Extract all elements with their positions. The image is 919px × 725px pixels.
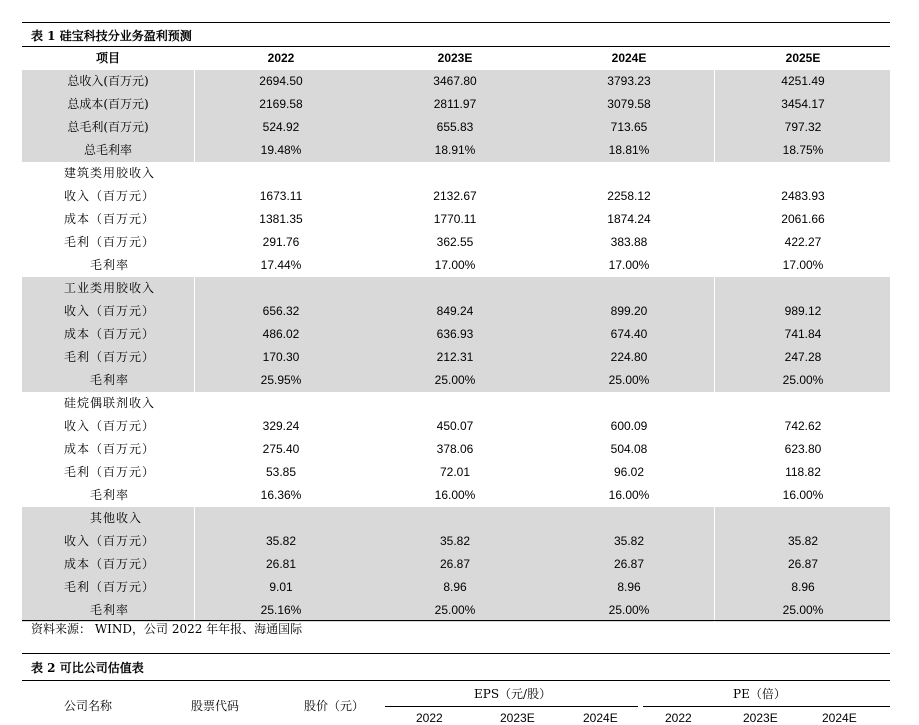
value-cell: 3467.80 <box>433 74 477 88</box>
table2-col-code: 股票代码 <box>191 699 240 713</box>
value-cell: 899.20 <box>610 304 648 318</box>
value-cell: 25.00% <box>608 603 650 617</box>
header-2022: 2022 <box>267 51 295 65</box>
eps-group-rule <box>385 706 638 707</box>
value-cell: 16.00% <box>434 488 476 502</box>
value-cell <box>716 162 890 185</box>
row-label: 工业类用胶收入 <box>64 281 156 295</box>
row-label: 收入（百万元） <box>64 419 156 433</box>
value-cell <box>716 507 890 530</box>
value-cell: 422.27 <box>784 235 822 249</box>
value-cell: 383.88 <box>610 235 648 249</box>
table-row <box>22 70 890 93</box>
table2-col-company: 公司名称 <box>64 699 113 713</box>
value-cell: 17.00% <box>608 258 650 272</box>
value-cell: 1381.35 <box>259 212 303 226</box>
value-cell: 96.02 <box>613 465 645 479</box>
value-cell: 275.40 <box>262 442 300 456</box>
value-cell <box>716 277 890 300</box>
value-cell: 2061.66 <box>781 212 825 226</box>
value-cell: 224.80 <box>610 350 648 364</box>
header-2023e: 2023E <box>437 51 473 65</box>
value-cell: 35.82 <box>265 534 297 548</box>
table-row <box>22 484 890 507</box>
row-label: 硅烷偶联剂收入 <box>64 396 156 410</box>
value-cell <box>542 392 716 415</box>
value-cell: 16.00% <box>782 488 824 502</box>
value-cell: 25.00% <box>434 603 476 617</box>
value-cell: 212.31 <box>436 350 474 364</box>
value-cell: 2132.67 <box>433 189 477 203</box>
pe-group-rule <box>643 706 890 707</box>
value-cell: 26.87 <box>439 557 471 571</box>
value-cell: 25.95% <box>260 373 302 387</box>
value-cell: 600.09 <box>610 419 648 433</box>
table2-top-rule <box>22 653 890 654</box>
value-cell <box>368 392 542 415</box>
value-cell: 4251.49 <box>781 74 825 88</box>
row-label: 成本（百万元） <box>64 557 156 571</box>
value-cell: 655.83 <box>436 120 474 134</box>
value-cell: 8.96 <box>617 580 641 594</box>
row-label: 毛利（百万元） <box>64 350 156 364</box>
table-row <box>22 461 890 484</box>
table-row <box>22 162 890 185</box>
value-cell: 19.48% <box>260 143 302 157</box>
value-cell: 291.76 <box>262 235 300 249</box>
value-cell: 524.92 <box>262 120 300 134</box>
row-label: 建筑类用胶收入 <box>64 166 156 180</box>
value-cell: 8.96 <box>443 580 467 594</box>
row-label: 毛利（百万元） <box>64 580 156 594</box>
top-rule <box>22 22 890 23</box>
value-cell: 3079.58 <box>607 97 651 111</box>
value-cell: 742.62 <box>784 419 822 433</box>
value-cell: 18.75% <box>782 143 824 157</box>
eps-year-2022: 2022 <box>416 711 443 725</box>
value-cell: 2169.58 <box>259 97 303 111</box>
value-cell: 25.00% <box>608 373 650 387</box>
pe-year-2024e: 2024E <box>822 711 857 725</box>
eps-year-2024e: 2024E <box>583 711 618 725</box>
value-cell: 247.28 <box>784 350 822 364</box>
value-cell <box>368 162 542 185</box>
value-cell: 170.30 <box>262 350 300 364</box>
row-label: 毛利率 <box>90 258 130 272</box>
value-cell: 25.00% <box>782 603 824 617</box>
row-label: 成本（百万元） <box>64 327 156 341</box>
value-cell: 2694.50 <box>259 74 303 88</box>
value-cell <box>368 277 542 300</box>
row-label: 成本（百万元） <box>64 442 156 456</box>
row-label: 毛利率 <box>90 603 130 617</box>
value-cell: 713.65 <box>610 120 648 134</box>
table-row <box>22 553 890 576</box>
table-row <box>22 599 890 622</box>
value-cell: 72.01 <box>439 465 471 479</box>
value-cell: 2811.97 <box>433 97 477 111</box>
row-label: 毛利（百万元） <box>64 465 156 479</box>
value-cell: 16.36% <box>260 488 302 502</box>
header-item: 项目 <box>95 51 120 65</box>
table-row <box>22 507 890 530</box>
row-label: 成本（百万元） <box>64 212 156 226</box>
value-cell: 486.02 <box>262 327 300 341</box>
value-cell: 504.08 <box>610 442 648 456</box>
value-cell: 18.91% <box>434 143 476 157</box>
value-cell: 1770.11 <box>433 212 477 226</box>
value-cell: 26.81 <box>265 557 297 571</box>
table-row <box>22 277 890 300</box>
value-cell <box>542 507 716 530</box>
row-label: 毛利率 <box>90 488 130 502</box>
header-2025e: 2025E <box>785 51 821 65</box>
value-cell: 25.00% <box>782 373 824 387</box>
row-label: 收入（百万元） <box>64 304 156 318</box>
value-cell <box>194 277 368 300</box>
table1-title: 表 1 硅宝科技分业务盈利预测 <box>31 29 192 43</box>
value-cell: 674.40 <box>610 327 648 341</box>
value-cell: 656.32 <box>262 304 300 318</box>
value-cell: 35.82 <box>613 534 645 548</box>
row-label: 毛利（百万元） <box>64 235 156 249</box>
pe-year-2023e: 2023E <box>743 711 778 725</box>
value-cell <box>542 162 716 185</box>
table1-header-row <box>22 47 890 70</box>
table-row <box>22 415 890 438</box>
value-cell: 25.16% <box>260 603 302 617</box>
value-cell: 18.81% <box>608 143 650 157</box>
value-cell: 26.87 <box>613 557 645 571</box>
table-row <box>22 323 890 346</box>
value-cell: 329.24 <box>262 419 300 433</box>
value-cell: 849.24 <box>436 304 474 318</box>
value-cell: 989.12 <box>784 304 822 318</box>
value-cell: 17.00% <box>434 258 476 272</box>
eps-year-2023e: 2023E <box>500 711 535 725</box>
value-cell: 2483.93 <box>781 189 825 203</box>
row-label: 总成本(百万元) <box>67 97 149 111</box>
value-cell <box>194 392 368 415</box>
value-cell: 17.44% <box>260 258 302 272</box>
table-row <box>22 438 890 461</box>
value-cell: 3454.17 <box>781 97 825 111</box>
pe-year-2022: 2022 <box>665 711 692 725</box>
value-cell: 1673.11 <box>259 189 303 203</box>
table-row <box>22 231 890 254</box>
table-row <box>22 576 890 599</box>
table2-col-price: 股价（元） <box>304 699 365 713</box>
value-cell: 1874.24 <box>607 212 651 226</box>
value-cell <box>716 392 890 415</box>
row-label: 总毛利率 <box>83 143 132 157</box>
table-row <box>22 530 890 553</box>
header-2024e: 2024E <box>611 51 647 65</box>
table-row <box>22 208 890 231</box>
value-cell: 35.82 <box>439 534 471 548</box>
value-cell: 797.32 <box>784 120 822 134</box>
value-cell: 25.00% <box>434 373 476 387</box>
value-cell <box>194 507 368 530</box>
value-cell: 636.93 <box>436 327 474 341</box>
table-row <box>22 254 890 277</box>
table-row <box>22 139 890 162</box>
value-cell <box>194 162 368 185</box>
value-cell: 623.80 <box>784 442 822 456</box>
table-row <box>22 346 890 369</box>
table-row <box>22 369 890 392</box>
row-label: 总毛利(百万元) <box>67 120 149 134</box>
row-label: 收入（百万元） <box>64 534 156 548</box>
value-cell: 16.00% <box>608 488 650 502</box>
table-row <box>22 300 890 323</box>
row-label: 总收入(百万元) <box>67 74 149 88</box>
value-cell: 17.00% <box>782 258 824 272</box>
table1-source: 资料来源： WIND，公司 2022 年年报、海通国际 <box>31 622 303 636</box>
value-cell: 118.82 <box>785 465 821 479</box>
value-cell: 53.85 <box>265 465 297 479</box>
table-row <box>22 93 890 116</box>
table2-title-rule <box>22 680 890 681</box>
row-label: 其他收入 <box>90 511 143 525</box>
value-cell: 26.87 <box>787 557 819 571</box>
value-cell: 450.07 <box>436 419 474 433</box>
table-row <box>22 116 890 139</box>
value-cell <box>368 507 542 530</box>
row-label: 收入（百万元） <box>64 189 156 203</box>
table-row <box>22 185 890 208</box>
value-cell: 8.96 <box>791 580 815 594</box>
value-cell: 378.06 <box>436 442 474 456</box>
value-cell: 362.55 <box>436 235 474 249</box>
value-cell: 741.84 <box>784 327 822 341</box>
table2-group-pe: PE（倍） <box>733 687 786 701</box>
row-label: 毛利率 <box>90 373 130 387</box>
value-cell: 35.82 <box>787 534 819 548</box>
table2-group-eps: EPS（元/股） <box>474 687 552 701</box>
table-row <box>22 392 890 415</box>
value-cell <box>542 277 716 300</box>
value-cell: 9.01 <box>269 580 293 594</box>
table2-title: 表 2 可比公司估值表 <box>31 661 144 675</box>
value-cell: 2258.12 <box>607 189 651 203</box>
value-cell: 3793.23 <box>607 74 651 88</box>
